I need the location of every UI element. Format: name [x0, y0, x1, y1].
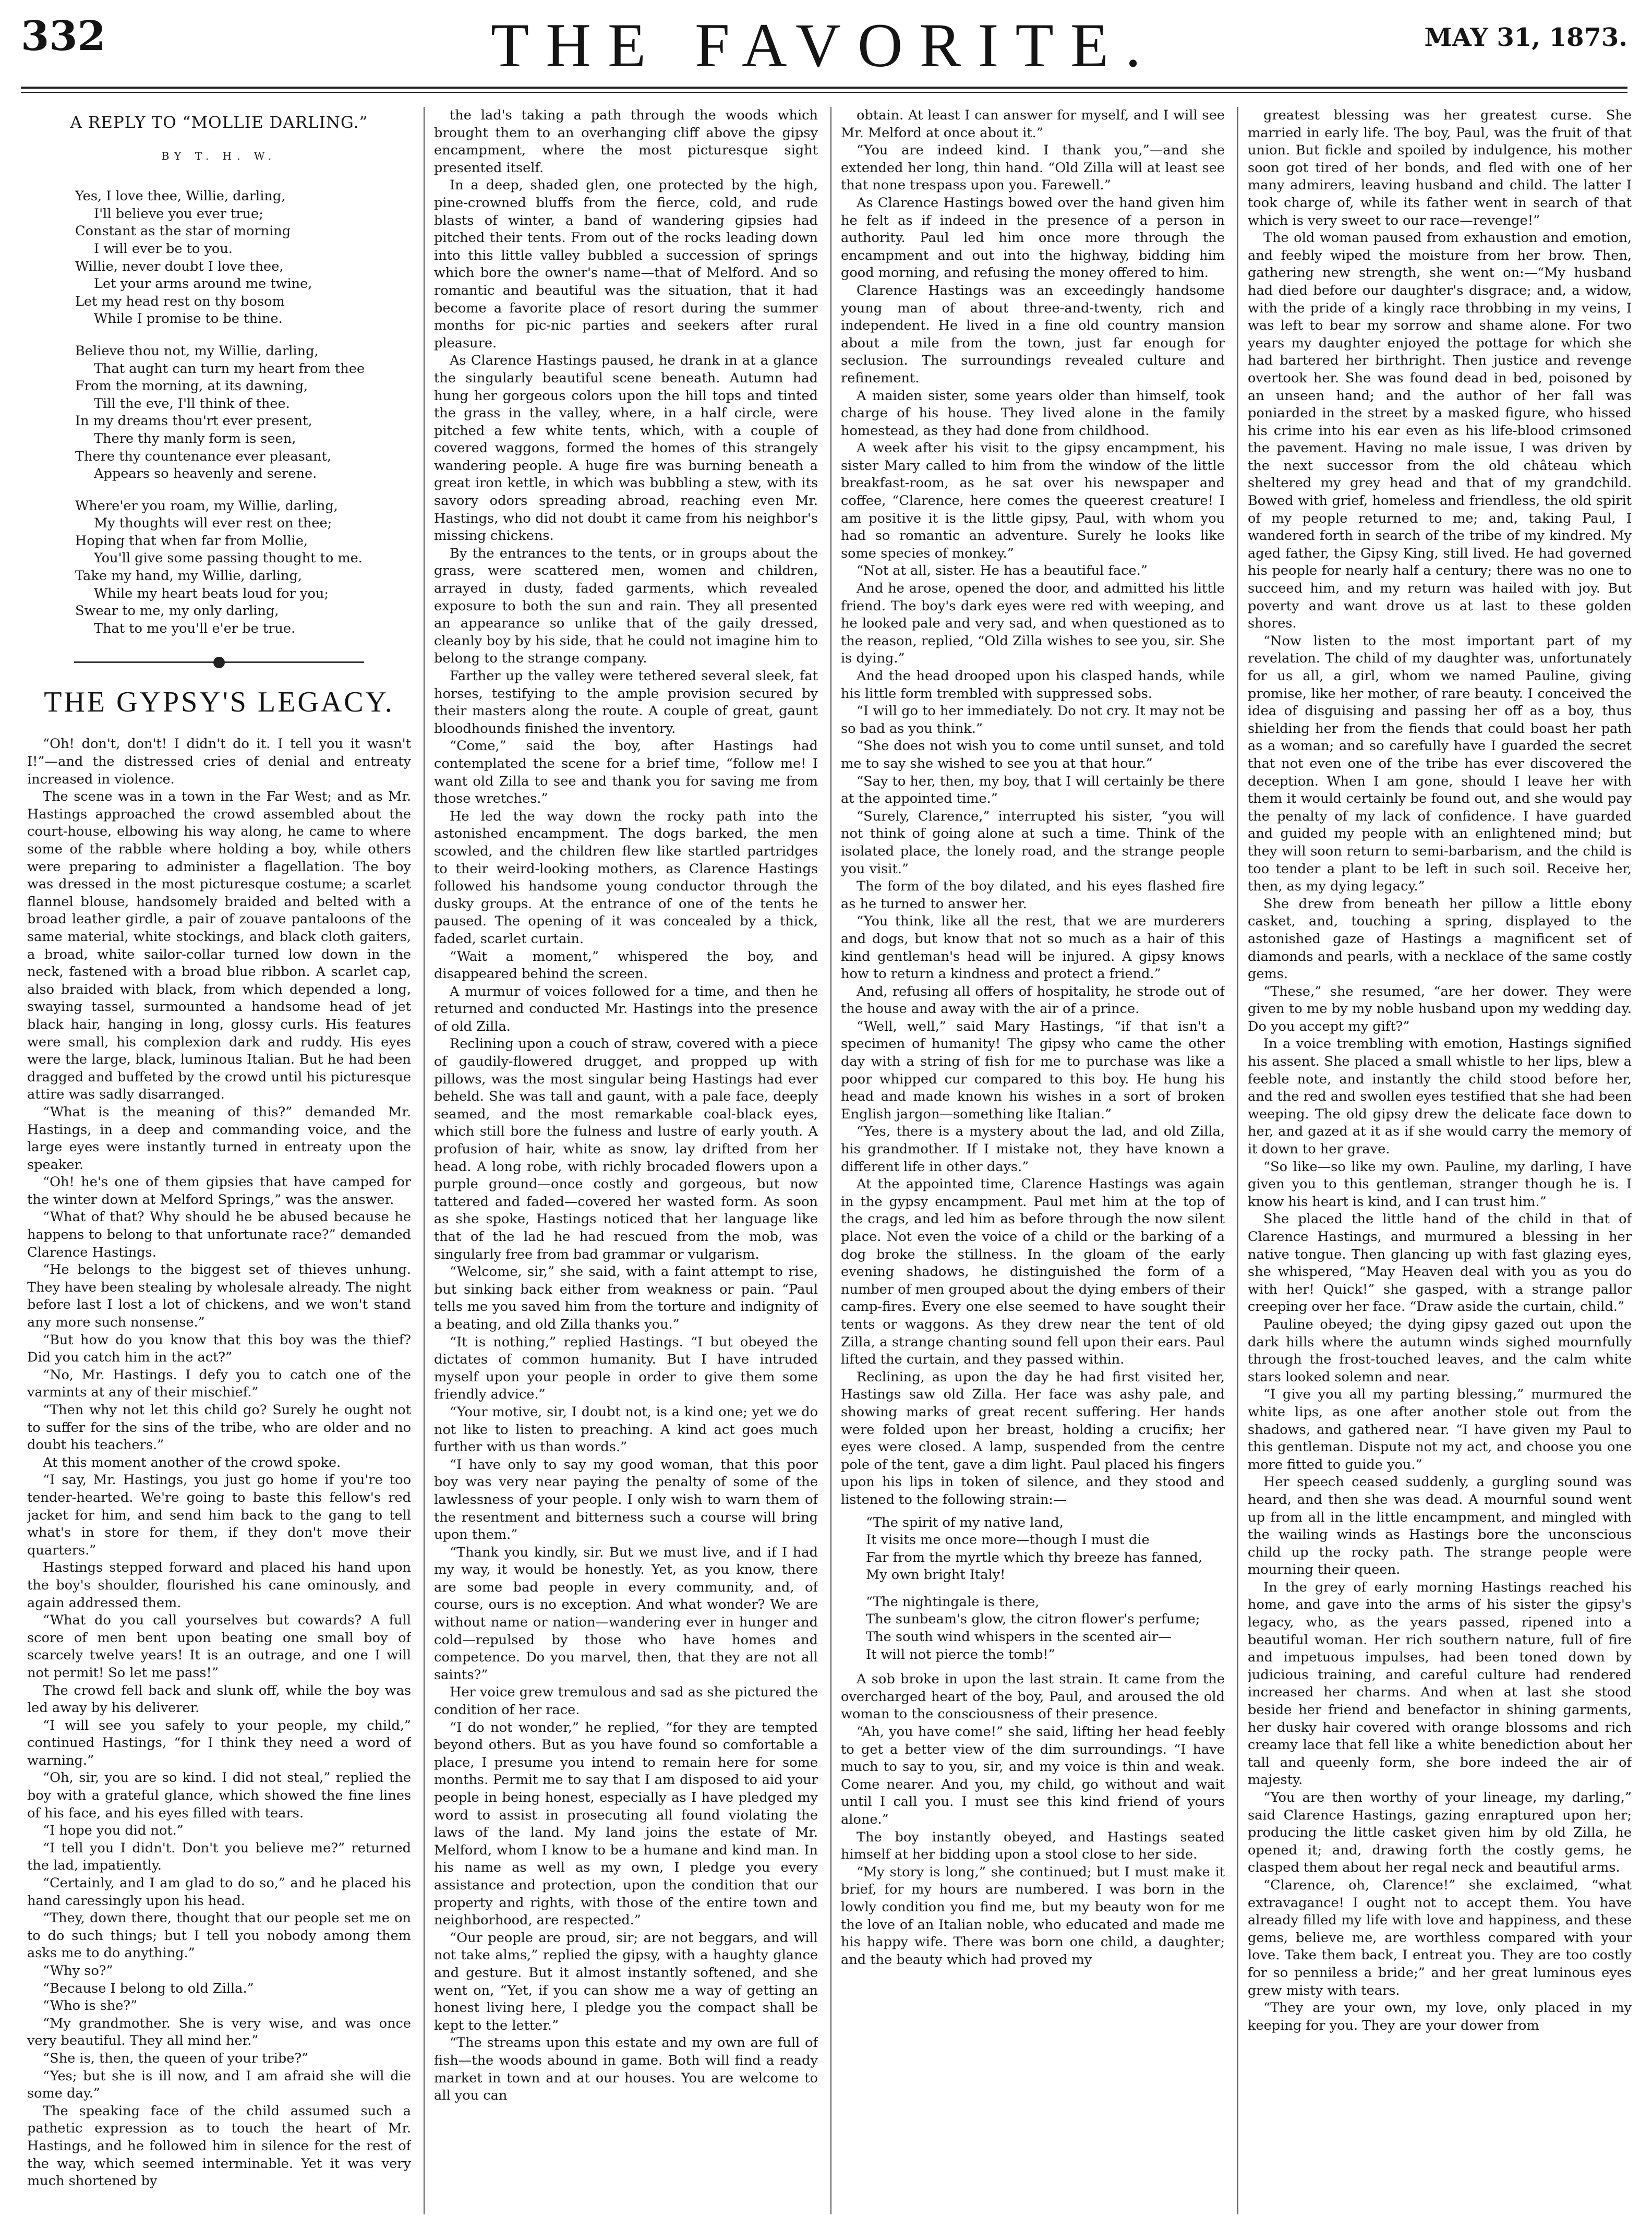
poem-title: A REPLY TO “MOLLIE DARLING.” [70, 113, 368, 132]
poem-line: My thoughts will ever rest on thee; [94, 515, 332, 532]
poem-line: Take my hand, my Willie, darling, [75, 568, 303, 584]
issue-date: MAY 31, 1873. [1424, 23, 1627, 52]
story-paragraph: “My story is long,” she continued; but I must make it brief, for my hours are numbered. I was born in the lowly condition you find me, but my beauty won for me the love of an Italian noble, who educated and made me his happy wife. There was born one child, a daughter; and the beauty which had proved my [841, 1864, 1225, 1968]
story-paragraph: “Welcome, sir,” she said, with a faint attempt to rise, but sinking back either from weakness or pain. “Paul tells me you saved him from the torture and indignity of a beating, and old Zilla thanks you.” [434, 1264, 818, 1332]
verse-line: The south wind whispers in the scented air— [866, 1629, 1172, 1645]
story-paragraph: Pauline obeyed; the dying gipsy gazed out upon the dark hills where the autumn winds sighed mournfully through the frost-touched leaves, and the calm white stars looked solemn and near. [1248, 1316, 1632, 1385]
story-paragraph: “What is the meaning of this?” demanded Mr. Hastings, in a deep and commanding voice, and the large eyes were instantly turned in entreaty upon the speaker. [27, 1104, 411, 1173]
story-paragraph: “No, Mr. Hastings. I defy you to catch one of the varmints at any of their mischief.” [27, 1367, 411, 1401]
story-paragraph: A sob broke in upon the last strain. It came from the overcharged heart of the boy, Paul, and aroused the old woman to the consciousness of their presence. [841, 1671, 1225, 1722]
poem-line: Believe thou not, my Willie, darling, [75, 343, 319, 359]
story-paragraph: And, refusing all offers of hospitality, he strode out of the house and away with the air of a prince. [841, 983, 1225, 1017]
story-paragraph: She drew from beneath her pillow a little ebony casket, and, touching a spring, displayed to the astonished gaze of Hastings a magnificent set of diamonds and pearls, with a necklace of the same costly gems. [1248, 896, 1632, 982]
poem-line: There thy manly form is seen, [94, 430, 296, 447]
column-rule [424, 107, 425, 2214]
story-paragraph: “I hope you did not.” [43, 1823, 184, 1839]
story-paragraph: A week after his visit to the gipsy encampment, his sister Mary called to him from the window of the little breakfast-room, as he sat over his newspaper and coffee, “Clarence, here comes the queerest creature! I am positive it is the little gipsy, Paul, with whom you had so romantic an adventure. Surely he looks like some species of monkey.” [841, 440, 1225, 561]
story-paragraph: “Yes; but she is ill now, and I am afraid she will die some day.” [27, 2068, 411, 2102]
column-rule [1237, 107, 1238, 2214]
story-paragraph: “Now listen to the most important part of my revelation. The child of my daughter was, unfortunately for us all, a girl, whom we named Pauline, giving promise, like her mother, of rare beauty. I conceived the idea of disguising and passing her off as a boy, thus shielding her from the fiends that could boast her path as a woman; and so carefully have I guarded the secret that not even one of the tribe has ever discovered the deception. When I am gone, should I leave her with them it would certainly be found out, and she would pay the penalty of my lack of confidence. I have guarded and guided my people with an enlightened mind; but they will soon return to semi-barbarism, and the child is too tender a plant to be left in such soil. Receive her, then, as my dying legacy.” [1248, 633, 1632, 895]
story-paragraph: “Who is she?” [43, 1998, 138, 2014]
story-paragraph: “I have only to say my good woman, that this poor boy was very near paying the penalty of some of the lawlessness of your people. I only wish to warn them of the resentment and bitterness such a course will bring upon them.” [434, 1456, 818, 1543]
poem-body [27, 188, 411, 637]
poem-line: In my dreams thou'rt ever present, [75, 413, 312, 429]
story-paragraph: And the head drooped upon his clasped hands, while his little form trembled with suppressed sobs. [841, 668, 1225, 702]
story-paragraph: “Oh! he's one of them gipsies that have camped for the winter down at Melford Springs,” was the answer. [27, 1174, 411, 1208]
poem-stanza [27, 343, 411, 483]
story-paragraph: “I do not wonder,” he replied, “for they are tempted beyond others. But as you have found so comfortable a place, I presume you intend to remain here for some months. Permit me to say that I am disposed to aid your people in being honest, especially as I have pledged my word to assist in prosecuting all found violating the laws of the land. My land joins the estate of Mr. Melford, whom I know to be a humane and kind man. In his name as well as my own, I pledge you every assistance and protection, upon the condition that our property and rights, with those of the entire town and neighborhood, are respected.” [434, 1719, 818, 1929]
story-paragraph: And he arose, opened the door, and admitted his little friend. The boy's dark eyes were red with weeping, and he looked pale and very sad, and when questioned as to the reason, replied, “Old Zilla wishes to see you, sir. She is dying.” [841, 581, 1225, 667]
song-verse [841, 1514, 1225, 1664]
story-paragraph: “You are then worthy of your lineage, my darling,” said Clarence Hastings, gazing enraptured upon her; producing the little casket given him by old Zilla, he opened it; and, drawing forth the costly gems, he clasped them about her regal neck and beautiful arms. [1248, 1790, 1632, 1876]
story-paragraph: “Thank you kindly, sir. But we must live, and if I had my way, it would be honestly. Yet, as you know, there are some bad people in every community, and, of course, ours is no exception. And what wonder? We are without name or nation—wandering ever in hunger and cold—repulsed by those who have homes and competence. Do you marvel, then, that they are not all saints?” [434, 1544, 818, 1683]
poem-line: Let your arms around me twine, [94, 276, 312, 292]
poem-line: That aught can turn my heart from thee [94, 360, 365, 377]
story-paragraph: “Clarence, oh, Clarence!” she exclaimed, “what extravagance! I ought not to accept them. You have already filled my life with love and happiness, and these gems, believe me, are worthless compared with your love. Take them back, I entreat you. They are too costly for so penniless a bride;” and her great luminous eyes grew misty with tears. [1248, 1877, 1632, 1998]
story-paragraph: “It is nothing,” replied Hastings. “I but obeyed the dictates of common humanity. But I have intruded myself upon your people in order to give them some friendly advice.” [434, 1334, 818, 1403]
story-paragraph: “But how do you know that this boy was the thief? Did you catch him in the act?” [27, 1332, 411, 1366]
story-text-column-4 [1248, 107, 1632, 2034]
poem-line: While my heart beats loud for you; [94, 585, 329, 601]
story-paragraph: “Why so?” [43, 1963, 113, 1979]
poem-stanza [27, 188, 411, 328]
story-paragraph: “Our people are proud, sir; are not beggars, and will not take alms,” replied the gipsy, with a haughty glance and gesture. But it almost instantly softened, and she went on, “Yet, if you can show me a way of getting an honest living here, I pledge you the compact shall be kept to the letter.” [434, 1930, 818, 2033]
poem-line: Willie, never doubt I love thee, [75, 258, 284, 274]
story-text-column-3 [841, 107, 1225, 1969]
story-paragraph: The old woman paused from exhaustion and emotion, and feebly wiped the moisture from her brow. Then, gathering new strength, she went on:—“My husband had died before our daughter's disgrace; and, a widow, with the pride of a kingly race throbbing in my veins, I was left to bear my sorrow and shame alone. For two years my daughter enjoyed the pottage for which she had bartered her birthright. Then justice and revenge overtook her. She was found dead in bed, poisoned by an unseen hand; and the author of her fall was poniarded in the street by a masked figure, who hissed his crime into his ear even as his life-blood crimsoned the pavement. Having no male issue, I was driven by the next successor from the old château which sheltered my grey head and that of my grandchild. Bowed with grief, homeless and friendless, the old spirit of my people returned to me; and, taking Paul, I wandered forth in search of the tribe of my kindred. My aged father, the Gipsy King, still lived. He had governed his people for nearly half a century; there was no one to succeed him, and my return was hailed with joy. But poverty and want drove us at last to these golden shores. [1248, 230, 1632, 632]
verse-line: The sunbeam's glow, the citron flower's perfume; [866, 1611, 1200, 1628]
story-paragraph: “Then why not let this child go? Surely he ought not to suffer for the sins of the tribe, who are older and no doubt his teachers.” [27, 1402, 411, 1453]
story-paragraph: “Ah, you have come!” she said, lifting her head feebly to get a better view of the dim surroundings. “I have much to say to you, sir, and my voice is thin and weak. Come nearer. And you, my child, go without and wait until I call you. I must see this kind friend of yours alone.” [841, 1724, 1225, 1827]
story-paragraph: As Clarence Hastings bowed over the hand given him he felt as if indeed in the presence of a person in authority. Paul led him once more through the encampment and out into the highway, bidding him good morning, and refusing the money offered to him. [841, 195, 1225, 281]
verse-line [841, 1584, 1225, 1594]
verse-line: It will not pierce the tomb!” [866, 1646, 1055, 1662]
story-paragraph: “Well, well,” said Mary Hastings, “if that isn't a specimen of humanity! The gipsy who came the other day with a string of fish for me to purchase was like a poor whipped cur compared to this boy. He hung his head and made known his wishes in a sort of broken English jargon—something like Italian.” [841, 1018, 1225, 1122]
story-paragraph: Reclining, as upon the day he had first visited her, Hastings saw old Zilla. Her face was ashy pale, and showing marks of great recent suffering. Her hands were folded upon her breast, holding a crucifix; her eyes were closed. A lamp, suspended from the centre pole of the tent, gave a dim light. Paul placed his fingers upon his lips in token of silence, and they stood and listened to the following strain:— [841, 1369, 1225, 1508]
story-paragraph: “I say, Mr. Hastings, you just go home if you're too tender-hearted. We're going to baste this fellow's red jacket for him, and send him back to the gang to tell what's in store for them, if they don't move their quarters.” [27, 1472, 411, 1558]
story-paragraph: “Not at all, sister. He has a beautiful face.” [857, 563, 1148, 579]
story-paragraph: “Because I belong to old Zilla.” [43, 1980, 254, 1996]
story-paragraph: Her speech ceased suddenly, a gurgling sound was heard, and then she was dead. A mournful sound went up from all in the little encampment, and mingled with the wailing winds as Hastings bore the unconscious child up the rocky path. The strange people were mourning their queen. [1248, 1474, 1632, 1578]
story-paragraph: Reclining upon a couch of straw, covered with a piece of gaudily-flowered drugget, and propped up with pillows, was the most singular being Hastings had ever beheld. She was tall and gaunt, with a pale face, deeply seamed, and the most remarkable coal-black eyes, which still bore the fulness and lustre of early youth. A profusion of hair, white as snow, lay drifted from her head. A long robe, with richly brocaded flowers upon a purple ground—once costly and gorgeous, but now tattered and faded—covered her wasted form. As soon as she spoke, Hastings noticed that her language like that of the lad he had rescued from the mob, was singularly free from bad grammar or vulgarism. [434, 1036, 818, 1262]
verse-line: “The spirit of my native land, [866, 1514, 1064, 1531]
story-paragraph: The crowd fell back and slunk off, while the boy was led away by his deliverer. [27, 1682, 411, 1716]
story-title: THE GYPSY'S LEGACY. [44, 686, 394, 719]
poem-line: Appears so heavenly and serene. [94, 466, 317, 482]
verse-line: Far from the myrtle which thy breeze has fanned, [866, 1549, 1202, 1565]
story-paragraph: At the appointed time, Clarence Hastings was again in the gypsy encampment. Paul met him at the top of the crags, and led him as before through the now silent place. Not even the voice of a child or the barking of a dog broke the stillness. In the gloam of the early evening shadows, he distinguished the form of a number of men grouped about the dying embers of their camp-fires. Every one else seemed to have sought their tents or waggons. As they drew near the tent of old Zilla, a strange chanting sound fell upon their ears. Paul lifted the curtain, and they passed within. [841, 1176, 1225, 1368]
poem-line: From the morning, at its dawning, [75, 378, 308, 394]
story-paragraph: “They, down there, thought that our people set me on to do such things; but I tell you nobody among them asks me to do anything.” [27, 1910, 411, 1961]
story-paragraph: A maiden sister, some years older than himself, took charge of his house. They lived alone in the family homestead, as they had done from childhood. [841, 388, 1225, 439]
story-paragraph: “These,” she resumed, “are her dower. They were given to me by my noble husband upon my wedding day. Do you accept my gift?” [1248, 983, 1632, 1034]
story-paragraph: “You think, like all the rest, that we are murderers and dogs, but know that not so much as a hair of this kind gentleman's head will be injured. A gipsy knows how to return a kindness and protect a friend.” [841, 913, 1225, 982]
story-paragraph: “So like—so like my own. Pauline, my darling, I have given you to this gentleman, stranger though he is. I know his heart is kind, and I can trust him.” [1248, 1159, 1632, 1210]
story-paragraph: The boy instantly obeyed, and Hastings seated himself at her bidding upon a stool close to her side. [841, 1829, 1225, 1863]
poem-line: That to me you'll e'er be true. [94, 620, 296, 636]
story-paragraph: The form of the boy dilated, and his eyes flashed fire as he turned to answer her. [841, 878, 1225, 912]
story-paragraph: Hastings stepped forward and placed his hand upon the boy's shoulder, flourished his cane ominously, and again addressed them. [27, 1560, 411, 1611]
poem-line: Where'er you roam, my Willie, darling, [75, 498, 338, 514]
column-2 [434, 107, 818, 2214]
story-paragraph: “They are your own, my love, only placed in my keeping for you. They are your dower from [1248, 2000, 1632, 2033]
column-3 [841, 107, 1225, 2214]
masthead-title: THE FAVORITE. [490, 10, 1158, 80]
story-paragraph: At this moment another of the crowd spoke. [43, 1454, 341, 1471]
page-header [21, 9, 1627, 88]
story-paragraph: Clarence Hastings was an exceedingly handsome young man of about three-and-twenty, rich and independent. He lived in a fine old country mansion about a mile from the town, just far enough for seclusion. The surroundings revealed culture and refinement. [841, 282, 1225, 386]
story-paragraph: obtain. At least I can answer for myself, and I will see Mr. Melford at once about it.” [841, 107, 1225, 141]
story-paragraph: “Certainly, and I am glad to do so,” and he placed his hand caressingly upon his head. [27, 1875, 411, 1909]
story-paragraph: “The streams upon this estate and my own are full of fish—the woods abound in game. Both will find a ready market in town and at our houses. You are welcome to all you can [434, 2035, 818, 2104]
poem-line: There thy countenance ever pleasant, [75, 448, 331, 464]
story-paragraph: Her voice grew tremulous and sad as she pictured the condition of her race. [434, 1684, 818, 1718]
page-number: 332 [21, 13, 106, 60]
poem-line: Yes, I love thee, Willie, darling, [75, 188, 286, 204]
poem-line: Let my head rest on thy bosom [75, 293, 285, 309]
story-paragraph: “She does not wish you to come until sunset, and told me to say she wished to see you at that hour.” [841, 738, 1225, 772]
verse-line: “The nightingale is there, [866, 1594, 1040, 1610]
story-paragraph: the lad's taking a path through the woods which brought them to an overhanging cliff above the gipsy encampment, where the most picturesque sight presented itself. [434, 107, 818, 176]
section-divider [74, 652, 364, 673]
story-text-column-2 [434, 107, 818, 2105]
poem-stanza [27, 498, 411, 638]
story-paragraph: The scene was in a town in the Far West; and as Mr. Hastings approached the crowd assembled about the court-house, elbowing his way along, he came to where some of the rabble where holding a boy, while others were preparing to administer a flagellation. The boy was dressed in the most picturesque costume; a scarlet flannel blouse, handsomely braided and belted with a broad leather girdle, a pair of zouave pantaloons of the same material, white stockings, and black cloth gaiters, a broad, white sailor-collar turned low down in the neck, fastened with a broad blue ribbon. A scarlet cap, also braided with black, from which depended a long, swaying tassel, surmounted a handsome head of jet black hair, hanging in long, glossy curls. His features were small, his complexion dark and ruddy. His eyes were the large, black, luminous Italian. But he had been dragged and buffeted by the crowd until his picturesque attire was sadly disarranged. [27, 789, 411, 1103]
poem-line: I will ever be to you. [94, 240, 233, 257]
story-paragraph: “Oh, sir, you are so kind. I did not steal,” replied the boy with a grateful glance, which showed the fine lines of his face, and his eyes filled with tears. [27, 1770, 411, 1821]
story-paragraph: “I tell you I didn't. Don't you believe me?” returned the lad, impatiently. [27, 1840, 411, 1874]
poem-byline: BY T. H. W. [161, 149, 277, 162]
story-paragraph: “Come,” said the boy, after Hastings had contemplated the scene for a brief time, “follow me! I want old Zilla to see and thank you for saving me from those wretches.” [434, 738, 818, 807]
story-paragraph: “He belongs to the biggest set of thieves unhung. They have been stealing by wholesale already. The night before last I lost a lot of chickens, and we won't stand any more such nonsense.” [27, 1262, 411, 1331]
story-paragraph: “She is, then, the queen of your tribe?” [43, 2050, 309, 2066]
story-paragraph: “Surely, Clarence,” interrupted his sister, “you will not think of going alone at such a time. Think of the isolated place, the lonely road, and the strange people you visit.” [841, 808, 1225, 877]
story-paragraph: In the grey of early morning Hastings reached his home, and gave into the arms of his sister the gipsy's legacy, who, as the years passed, ripened into a beautiful woman. Her rich southern nature, full of fire and impetuous impulses, had been toned down by judicious training, and careful culture had rendered increased her charms. And when at last she stood beside her friend and benefactor in shining garments, her dusky hair covered with orange blossoms and rich creamy lace that fell like a white benediction about her tall and queenly form, she bore indeed the air of majesty. [1248, 1579, 1632, 1788]
poem-line: You'll give some passing thought to me. [94, 550, 363, 567]
poem-line: While I promise to be thine. [94, 311, 283, 327]
story-paragraph: “Say to her, then, my boy, that I will certainly be there at the appointed time.” [841, 773, 1225, 807]
poem-line: Hoping that when far from Mollie, [75, 533, 308, 549]
divider-ornament [213, 657, 225, 668]
story-paragraph: “Oh! don't, don't! I didn't do it. I tell you it wasn't I!”—and the distressed cries of denial and entreaty increased in violence. [27, 736, 411, 787]
story-paragraph: The speaking face of the child assumed such a pathetic expression as to touch the heart of Mr. Hastings, and he followed him in silence for the rest of the way, which seemed interminable. Yet it was very much shortened by [27, 2103, 411, 2189]
header-rule-top [21, 87, 1627, 89]
column-4 [1248, 107, 1632, 2214]
story-paragraph: “I will see you safely to your people, my child,” continued Hastings, “for I think they need a word of warning.” [27, 1717, 411, 1768]
story-paragraph: “Your motive, sir, I doubt not, is a kind one; yet we do not like to listen to preaching. A kind act goes much further with us than words.” [434, 1404, 818, 1455]
poem-line: Swear to me, my only darling, [75, 603, 279, 619]
story-paragraph: She placed the little hand of the child in that of Clarence Hastings, and murmured a blessing in her native tongue. Then glancing up with fast glazing eyes, she whispered, “May Heaven deal with you as you do with her! Quick!” she gasped, with a strange pallor creeping over her face. “Draw aside the curtain, child.” [1248, 1211, 1632, 1315]
story-paragraph: “What do you call yourselves but cowards? A full score of men bent upon beating one small boy of scarcely twelve years! It is an outrage, and one I will not permit! So let me pass!” [27, 1612, 411, 1681]
story-text-column-1 [27, 736, 411, 2190]
story-paragraph: “I give you all my parting blessing,” murmured the white lips, as one after another stole out from the shadows, and gathered near. “I have given my Paul to this gentleman. Dispute not my act, and choose you one more fitted to guide you.” [1248, 1387, 1632, 1473]
story-paragraph: By the entrances to the tents, or in groups about the grass, were scattered men, women and children, arrayed in dusty, faded garments, which revealed exposure to both the sun and rain. They all presented an appearance so unlike that of the gaily dressed, cleanly boy by his side, that he could not imagine him to belong to the strange company. [434, 545, 818, 667]
story-paragraph: “My grandmother. She is very wise, and was once very beautiful. They all mind her.” [27, 2015, 411, 2049]
column-rule [830, 107, 831, 2214]
story-paragraph: He led the way down the rocky path into the astonished encampment. The dogs barked, the men scowled, and the children flew like startled partridges to their weird-looking mothers, as Clarence Hastings followed his handsome young conductor through the dusky groups. At the entrance of one of the tents he paused. The opening of it was concealed by a thick, faded, scarlet curtain. [434, 808, 818, 947]
verse-line: My own bright Italy! [866, 1567, 1006, 1583]
story-paragraph: “I will go to her immediately. Do not cry. It may not be so bad as you think.” [841, 703, 1225, 737]
poem-line: Constant as the star of morning [75, 223, 291, 239]
story-paragraph: “Yes, there is a mystery about the lad, and old Zilla, his grandmother. If I mistake not, they have known a different life in other days.” [841, 1124, 1225, 1175]
poem-line: Till the eve, I'll think of thee. [94, 395, 290, 412]
story-paragraph: A murmur of voices followed for a time, and then he returned and conducted Mr. Hastings into the presence of old Zilla. [434, 983, 818, 1034]
story-paragraph: In a voice trembling with emotion, Hastings signified his assent. She placed a small whistle to her lips, blew a feeble note, and instantly the child stood before her, and the red and swollen eyes testified that she had been weeping. The old gipsy drew the delicate face down to her, and gazed at it as if she would carry the memory of it down to her grave. [1248, 1036, 1632, 1158]
story-paragraph: greatest blessing was her greatest curse. She married in early life. The boy, Paul, was the fruit of that union. But fickle and spoiled by indulgence, his mother soon got tired of her bonds, and fled with one of her many admirers, leaving husband and child. The latter I took charge of, while its father went in search of that which is very sweet to our race—revenge!” [1248, 107, 1632, 228]
column-1 [27, 107, 411, 2214]
story-paragraph: Farther up the valley were tethered several sleek, fat horses, testifying to the ample provision secured by their masters along the route. A couple of great, gaunt bloodhounds finished the inventory. [434, 668, 818, 737]
story-paragraph: “What of that? Why should he be abused because he happens to belong to that unfortunate race?” demanded Clarence Hastings. [27, 1209, 411, 1260]
story-paragraph: “You are indeed kind. I thank you,”—and she extended her long, thin hand. “Old Zilla will at least see that none trespass upon you. Farewell.” [841, 142, 1225, 194]
header-rule-bottom [21, 92, 1627, 93]
poem-line: I'll believe you ever true; [94, 206, 263, 222]
verse-line: It visits me once more—though I must die [866, 1532, 1150, 1548]
story-paragraph: In a deep, shaded glen, one protected by the high, pine-crowned bluffs from the fierce, cold, and rude blasts of winter, a band of wandering gipsies had pitched their tents. From out of the rocks leading down into this little valley bubbled a succession of springs which bore the owner's name—that of Melford. And so romantic and beautiful was the situation, that it had become a favorite place of resort during the summer months for pic-nic parties and seekers after rural pleasure. [434, 177, 818, 351]
story-paragraph: “Wait a moment,” whispered the boy, and disappeared behind the screen. [434, 948, 818, 982]
story-paragraph: As Clarence Hastings paused, he drank in at a glance the singularly beautiful scene beneath. Autumn had hung her gorgeous colors upon the hill tops and tinted the grass in the valley, where, in a half circle, were pitched a few white tents, which, with a couple of covered waggons, formed the homes of this strangely wandering people. A huge fire was burning beneath a great iron kettle, in which was bubbling a stew, with its savory odors spreading abroad, reaching even Mr. Hastings, who did not doubt it came from his neighbor's missing chickens. [434, 353, 818, 544]
